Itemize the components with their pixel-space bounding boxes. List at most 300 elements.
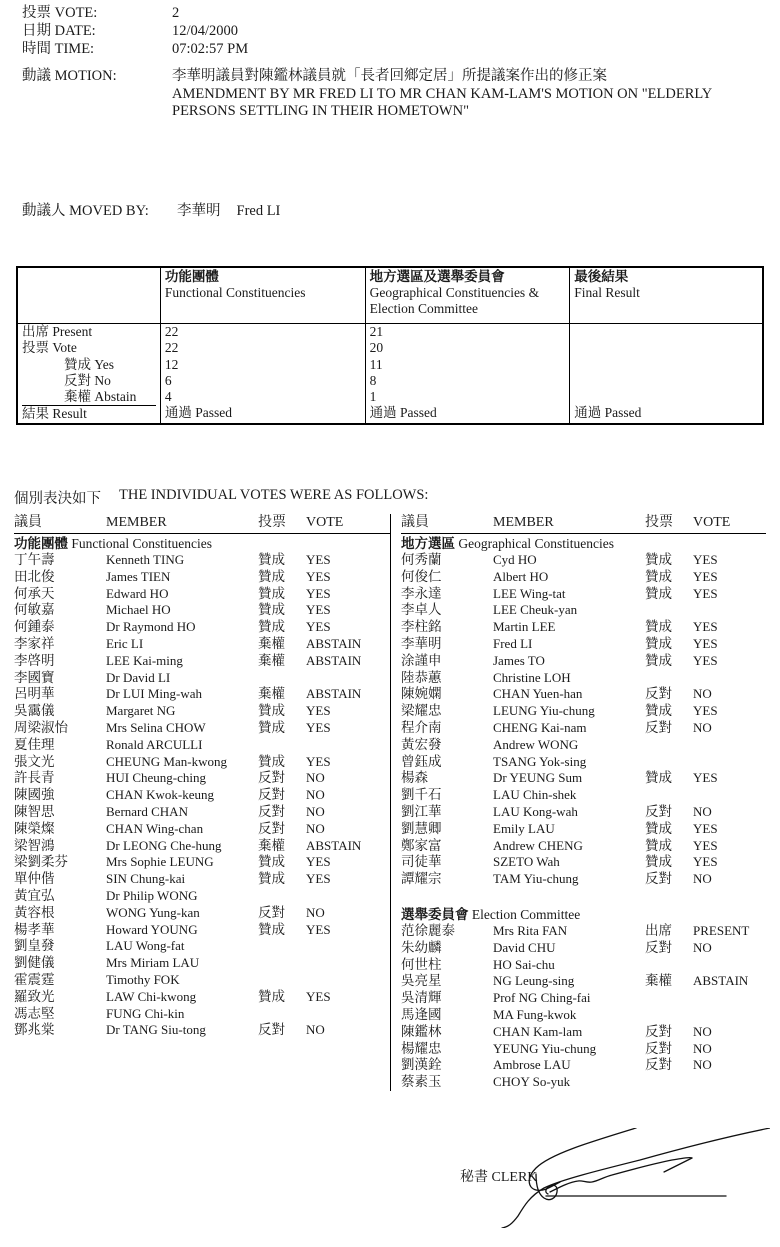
vote-section-title-en: Election Committee xyxy=(468,906,581,922)
member-name-zh: 涂謹申 xyxy=(401,652,442,668)
member-name-en: CHAN Kam-lam xyxy=(493,1023,583,1039)
moved-by-label: 動議人 MOVED BY: xyxy=(22,203,149,219)
member-name-en: Dr Raymond HO xyxy=(106,619,196,635)
label-no: 反對 No xyxy=(64,372,111,388)
votes-left-sections xyxy=(14,534,390,1039)
label-abstain: 棄權 Abstain xyxy=(64,389,137,405)
vote-row xyxy=(401,586,766,603)
summary-header-geographical-en: Geographical Constituencies & Election Committee xyxy=(369,285,540,316)
vote-row xyxy=(401,1057,766,1074)
header-vote-zh: 投票 xyxy=(258,515,286,530)
member-name-en: MA Fung-kwok xyxy=(493,1006,577,1022)
member-name-en: LAW Chi-kwong xyxy=(106,988,197,1004)
final-result: 通過 Passed xyxy=(574,405,642,421)
member-name-en: YEUNG Yiu-chung xyxy=(493,1040,597,1056)
member-vote-en: NO xyxy=(693,719,712,735)
vote-row xyxy=(401,923,766,940)
final-abstain xyxy=(574,389,758,405)
member-name-en: LEE Wing-tat xyxy=(493,585,566,601)
vote-row xyxy=(401,653,766,670)
vote-row xyxy=(401,703,766,720)
individual-votes-heading xyxy=(14,487,428,508)
member-name-zh: 黃容根 xyxy=(14,904,55,920)
member-name-zh: 李啓明 xyxy=(14,652,55,668)
vote-section-title-en: Geographical Constituencies xyxy=(455,536,614,551)
vote-row xyxy=(401,957,766,974)
member-name-en: Fred LI xyxy=(493,635,533,651)
member-name-zh: 劉慧卿 xyxy=(401,820,442,836)
vote-row xyxy=(14,552,390,569)
member-name-en: WONG Yung-kan xyxy=(106,904,200,920)
member-vote-zh: 贊成 xyxy=(645,703,672,719)
vote-row xyxy=(14,636,390,653)
member-name-zh: 馮志堅 xyxy=(14,1005,55,1021)
member-name-en: Emily LAU xyxy=(493,820,555,836)
member-name-zh: 鄭家富 xyxy=(401,837,442,853)
label-vote: 投票 Vote xyxy=(22,340,77,356)
member-name-en: CHAN Kwok-keung xyxy=(106,787,214,803)
member-name-zh: 李永達 xyxy=(401,585,442,601)
member-vote-en: YES xyxy=(693,770,718,786)
member-name-zh: 陸恭蕙 xyxy=(401,669,442,685)
date-label: 日期 DATE: xyxy=(22,23,96,39)
header-vote-en: VOTE xyxy=(306,515,344,530)
member-vote-en: ABSTAIN xyxy=(306,837,362,853)
member-name-zh: 陳婉嫻 xyxy=(401,686,442,702)
member-name-en: Andrew CHENG xyxy=(493,837,583,853)
member-name-zh: 曾鈺成 xyxy=(401,753,442,769)
vote-row xyxy=(14,602,390,619)
vote-row xyxy=(14,686,390,703)
member-name-zh: 吳靄儀 xyxy=(14,703,55,719)
fc-yes: 12 xyxy=(164,356,179,372)
member-vote-zh xyxy=(258,737,306,754)
vote-row xyxy=(401,552,766,569)
member-name-zh: 梁耀忠 xyxy=(401,703,442,719)
member-vote-zh: 棄權 xyxy=(258,686,285,702)
member-vote-zh: 反對 xyxy=(645,1057,672,1073)
member-vote-en: NO xyxy=(693,1023,712,1039)
member-vote-zh: 贊成 xyxy=(645,552,672,567)
member-vote-en: NO xyxy=(693,1040,712,1056)
vote-row xyxy=(401,737,766,754)
member-vote-en xyxy=(306,972,390,989)
member-name-zh: 丁午壽 xyxy=(14,552,55,567)
member-vote-zh xyxy=(645,1074,693,1091)
member-name-zh: 張文光 xyxy=(14,753,55,769)
member-vote-zh: 贊成 xyxy=(645,837,672,853)
vote-row xyxy=(401,770,766,787)
member-vote-en: NO xyxy=(693,803,712,819)
member-name-en: Albert HO xyxy=(493,568,549,584)
votes-column-right-header xyxy=(401,514,766,534)
member-name-en: FUNG Chi-kin xyxy=(106,1005,185,1021)
member-name-en: Ronald ARCULLI xyxy=(106,736,203,752)
vote-section-title-zh: 功能團體 xyxy=(14,536,68,551)
member-vote-zh: 贊成 xyxy=(645,820,672,836)
member-vote-zh: 贊成 xyxy=(258,921,285,937)
member-vote-en: NO xyxy=(693,686,712,702)
member-name-zh: 呂明華 xyxy=(14,686,55,702)
member-name-en: Margaret NG xyxy=(106,703,176,719)
vote-section-title xyxy=(14,534,390,552)
member-vote-en xyxy=(306,1006,390,1023)
member-name-zh: 許長青 xyxy=(14,770,55,786)
member-vote-zh: 贊成 xyxy=(258,988,285,1004)
member-vote-zh: 贊成 xyxy=(258,871,285,887)
time-label: 時間 TIME: xyxy=(22,41,95,57)
vote-row xyxy=(401,838,766,855)
moved-by-name-english: Fred LI xyxy=(236,203,281,219)
member-vote-en xyxy=(306,888,390,905)
header-member-en: MEMBER xyxy=(493,515,554,530)
vote-row xyxy=(14,737,390,754)
member-name-en: HO Sai-chu xyxy=(493,956,555,972)
member-vote-zh xyxy=(258,670,306,687)
member-vote-en xyxy=(693,670,766,687)
gc-abstain: 1 xyxy=(369,389,377,405)
vote-row xyxy=(14,905,390,922)
label-yes: 贊成 Yes xyxy=(64,356,115,372)
member-name-en: CHAN Yuen-han xyxy=(493,686,583,702)
vote-row xyxy=(401,569,766,586)
votes-column-left-header xyxy=(14,514,390,534)
label-result: 結果 Result xyxy=(22,405,156,422)
member-name-en: LAU Chin-shek xyxy=(493,787,577,803)
member-vote-zh xyxy=(258,955,306,972)
member-vote-en: ABSTAIN xyxy=(306,686,362,702)
member-vote-en: YES xyxy=(693,703,718,719)
member-name-en: LAU Kong-wah xyxy=(493,803,578,819)
member-name-en: Edward HO xyxy=(106,585,169,601)
vote-row xyxy=(401,854,766,871)
member-name-en: Dr Philip WONG xyxy=(106,887,198,903)
member-vote-zh: 贊成 xyxy=(645,854,672,870)
summary-header-geographical xyxy=(365,267,570,324)
member-name-zh: 何敏嘉 xyxy=(14,602,55,618)
member-name-en: SZETO Wah xyxy=(493,854,560,870)
member-vote-en: YES xyxy=(306,871,331,887)
member-vote-zh: 反對 xyxy=(645,871,672,887)
member-vote-en: ABSTAIN xyxy=(306,635,362,651)
member-vote-en: YES xyxy=(306,552,331,567)
member-name-en: Michael HO xyxy=(106,602,171,618)
member-name-zh: 單仲偕 xyxy=(14,871,55,887)
fc-result: 通過 Passed xyxy=(164,405,233,421)
member-name-zh: 何承天 xyxy=(14,585,55,601)
vote-row xyxy=(14,821,390,838)
header-member-zh: 議員 xyxy=(401,515,429,530)
member-name-en: Timothy FOK xyxy=(106,971,180,987)
member-vote-zh xyxy=(645,990,693,1007)
summary-header-blank xyxy=(17,267,160,324)
member-vote-en: YES xyxy=(306,854,331,870)
member-name-en: Christine LOH xyxy=(493,669,571,685)
final-vote xyxy=(574,340,758,356)
member-name-en: SIN Chung-kai xyxy=(106,871,186,887)
vote-row xyxy=(14,938,390,955)
member-name-en: Eric LI xyxy=(106,635,144,651)
vote-value: 2 xyxy=(172,5,180,21)
member-name-zh: 田北俊 xyxy=(14,568,55,584)
summary-header-functional-zh: 功能團體 xyxy=(164,269,219,284)
summary-header-functional xyxy=(160,267,365,324)
member-vote-zh xyxy=(645,1007,693,1024)
member-name-zh: 何鍾泰 xyxy=(14,619,55,635)
fc-vote: 22 xyxy=(164,340,179,356)
member-vote-zh xyxy=(258,888,306,905)
vote-row xyxy=(14,1022,390,1039)
member-name-zh: 何秀蘭 xyxy=(401,552,442,567)
summary-functional-stack xyxy=(165,324,361,422)
member-vote-zh xyxy=(645,787,693,804)
member-vote-zh: 反對 xyxy=(258,770,285,786)
header-member-en: MEMBER xyxy=(106,515,167,530)
member-vote-zh: 反對 xyxy=(258,904,285,920)
vote-row xyxy=(14,972,390,989)
final-no xyxy=(574,373,758,389)
section-spacer xyxy=(401,888,766,905)
vote-row xyxy=(401,973,766,990)
meta-row-time xyxy=(22,40,762,58)
member-vote-zh: 棄權 xyxy=(258,652,285,668)
member-vote-en: YES xyxy=(693,619,718,635)
member-name-en: Dr TANG Siu-tong xyxy=(106,1022,206,1038)
member-name-zh: 鄧兆棠 xyxy=(14,1022,55,1038)
member-vote-zh: 贊成 xyxy=(645,635,672,651)
label-present: 出席 Present xyxy=(22,324,93,339)
member-vote-en: YES xyxy=(693,837,718,853)
member-vote-zh: 贊成 xyxy=(645,568,672,584)
document-meta xyxy=(22,4,762,58)
member-vote-zh: 棄權 xyxy=(258,635,285,651)
member-vote-en: YES xyxy=(306,568,331,584)
clerk-label: 秘書 CLERK xyxy=(460,1170,538,1185)
member-name-zh: 程介南 xyxy=(401,719,442,735)
motion-block xyxy=(22,68,767,121)
vote-row xyxy=(14,922,390,939)
votes-column-left xyxy=(14,514,390,1091)
member-name-zh: 梁智鴻 xyxy=(14,837,55,853)
summary-labels-cell xyxy=(17,324,160,424)
member-name-zh: 范徐麗泰 xyxy=(401,922,455,938)
vote-row xyxy=(401,602,766,619)
vote-row xyxy=(14,653,390,670)
moved-by-block xyxy=(22,202,280,220)
member-vote-zh: 贊成 xyxy=(258,585,285,601)
member-vote-en: NO xyxy=(306,770,325,786)
vote-row xyxy=(401,754,766,771)
member-name-zh: 馬逢國 xyxy=(401,1006,442,1022)
member-name-en: James TO xyxy=(493,652,545,668)
vote-row xyxy=(401,871,766,888)
member-vote-en: YES xyxy=(693,585,718,601)
individual-votes-heading-en: THE INDIVIDUAL VOTES WERE AS FOLLOWS: xyxy=(119,487,429,503)
member-name-en: HUI Cheung-ching xyxy=(106,770,207,786)
member-vote-en xyxy=(306,938,390,955)
vote-row xyxy=(14,1006,390,1023)
member-name-zh: 陳智思 xyxy=(14,803,55,819)
member-vote-en: NO xyxy=(306,820,325,836)
member-name-zh: 劉江華 xyxy=(401,803,442,819)
member-name-zh: 李柱銘 xyxy=(401,619,442,635)
member-name-en: CHAN Wing-chan xyxy=(106,820,204,836)
member-vote-en: NO xyxy=(306,787,325,803)
member-name-en: Mrs Sophie LEUNG xyxy=(106,854,214,870)
member-vote-en: YES xyxy=(693,854,718,870)
motion-text-chinese: 李華明議員對陳鑑林議員就「長者回鄉定居」所提議案作出的修正案 xyxy=(172,68,607,84)
member-name-zh: 楊耀忠 xyxy=(401,1040,442,1056)
header-member-zh: 議員 xyxy=(14,515,42,530)
member-name-zh: 陳國強 xyxy=(14,787,55,803)
member-vote-zh: 贊成 xyxy=(645,652,672,668)
vote-row xyxy=(14,619,390,636)
member-vote-zh: 反對 xyxy=(645,686,672,702)
member-name-en: CHENG Kai-nam xyxy=(493,719,587,735)
vote-row xyxy=(401,1007,766,1024)
votes-right-sections xyxy=(401,534,766,1091)
motion-label: 動議 MOTION: xyxy=(22,68,117,84)
individual-votes-lists xyxy=(14,514,766,1091)
vote-row xyxy=(401,821,766,838)
member-vote-zh: 贊成 xyxy=(258,854,285,870)
member-name-en: David CHU xyxy=(493,939,556,955)
member-name-zh: 李卓人 xyxy=(401,602,442,618)
meta-row-date xyxy=(22,22,762,40)
header-vote-en: VOTE xyxy=(693,515,731,530)
vote-row xyxy=(14,838,390,855)
member-vote-en: NO xyxy=(306,803,325,819)
member-vote-zh: 反對 xyxy=(645,719,672,735)
moved-by-name-chinese: 李華明 xyxy=(177,203,221,219)
member-name-zh: 梁劉柔芬 xyxy=(14,854,68,870)
member-vote-zh: 反對 xyxy=(258,787,285,803)
member-vote-en: ABSTAIN xyxy=(306,652,362,668)
vote-row xyxy=(401,686,766,703)
member-vote-zh: 反對 xyxy=(258,1022,285,1038)
member-vote-en xyxy=(306,670,390,687)
gc-yes: 11 xyxy=(369,356,383,372)
member-vote-en: NO xyxy=(693,939,712,955)
member-vote-zh xyxy=(645,754,693,771)
member-vote-zh xyxy=(645,737,693,754)
member-name-zh: 吳亮星 xyxy=(401,973,442,989)
summary-header-row xyxy=(17,267,763,324)
member-name-en: TSANG Yok-sing xyxy=(493,753,587,769)
member-name-zh: 楊孝華 xyxy=(14,921,55,937)
fc-abstain: 4 xyxy=(164,389,172,405)
vote-row xyxy=(14,754,390,771)
member-vote-zh xyxy=(258,1006,306,1023)
member-vote-en xyxy=(693,602,766,619)
vote-row xyxy=(401,940,766,957)
gc-result: 通過 Passed xyxy=(369,405,437,421)
member-vote-zh: 反對 xyxy=(645,1023,672,1039)
member-vote-zh: 贊成 xyxy=(645,585,672,601)
member-name-zh: 陳榮燦 xyxy=(14,820,55,836)
member-name-zh: 司徒華 xyxy=(401,854,442,870)
vote-summary-table xyxy=(16,266,764,425)
member-vote-en: YES xyxy=(306,921,331,937)
vote-row xyxy=(14,703,390,720)
member-name-zh: 劉千石 xyxy=(401,787,442,803)
member-name-en: NG Leung-sing xyxy=(493,973,575,989)
vote-row xyxy=(14,670,390,687)
member-name-en: Dr LUI Ming-wah xyxy=(106,686,203,702)
member-vote-zh: 贊成 xyxy=(645,619,672,635)
member-name-zh: 黃宏發 xyxy=(401,736,442,752)
summary-header-functional-en: Functional Constituencies xyxy=(164,285,306,300)
vote-row xyxy=(401,636,766,653)
summary-header-final-en: Final Result xyxy=(574,285,640,300)
member-vote-en: YES xyxy=(693,652,718,668)
motion-text xyxy=(172,68,767,121)
vote-section-title-zh: 地方選區 xyxy=(401,536,455,551)
member-vote-en: YES xyxy=(693,568,718,584)
member-vote-en: NO xyxy=(693,1057,712,1073)
member-vote-en xyxy=(693,754,766,771)
member-vote-en: NO xyxy=(306,904,325,920)
member-vote-en xyxy=(693,737,766,754)
member-name-zh: 何俊仁 xyxy=(401,568,442,584)
member-vote-zh: 棄權 xyxy=(645,973,672,989)
member-name-zh: 劉皇發 xyxy=(14,938,55,954)
member-vote-zh: 贊成 xyxy=(258,552,285,567)
member-vote-en: ABSTAIN xyxy=(693,973,749,989)
vote-row xyxy=(14,569,390,586)
member-vote-zh: 贊成 xyxy=(258,753,285,769)
vote-row xyxy=(14,989,390,1006)
member-name-en: Andrew WONG xyxy=(493,736,579,752)
member-name-zh: 陳鑑林 xyxy=(401,1023,442,1039)
vote-row xyxy=(14,787,390,804)
vote-row xyxy=(14,804,390,821)
member-name-en: Dr YEUNG Sum xyxy=(493,770,583,786)
member-vote-en: YES xyxy=(306,988,331,1004)
summary-header-geographical-zh: 地方選區及選舉委員會 xyxy=(369,269,505,284)
member-name-zh: 李國寶 xyxy=(14,669,55,685)
member-name-zh: 夏佳理 xyxy=(14,736,55,752)
vote-row xyxy=(14,854,390,871)
member-name-en: CHOY So-yuk xyxy=(493,1074,571,1090)
member-vote-en: YES xyxy=(306,753,331,769)
member-vote-zh: 反對 xyxy=(258,820,285,836)
member-vote-zh xyxy=(258,972,306,989)
vote-section-title xyxy=(401,905,766,923)
member-name-en: Prof NG Ching-fai xyxy=(493,990,591,1006)
member-vote-zh: 出席 xyxy=(645,922,672,938)
summary-functional-cell xyxy=(160,324,365,424)
vote-row xyxy=(401,990,766,1007)
member-name-en: Howard YOUNG xyxy=(106,921,198,937)
member-name-zh: 劉健儀 xyxy=(14,955,55,971)
final-yes xyxy=(574,357,758,373)
member-vote-zh: 贊成 xyxy=(258,719,285,735)
member-name-zh: 李家祥 xyxy=(14,635,55,651)
member-vote-en xyxy=(306,955,390,972)
member-name-zh: 羅致光 xyxy=(14,988,55,1004)
member-name-en: LAU Wong-fat xyxy=(106,938,185,954)
vote-section-title xyxy=(401,534,766,552)
member-name-zh: 朱幼麟 xyxy=(401,939,442,955)
member-name-zh: 吳清輝 xyxy=(401,990,442,1006)
member-name-en: LEUNG Yiu-chung xyxy=(493,703,595,719)
member-name-zh: 譚耀宗 xyxy=(401,871,442,887)
member-vote-zh: 反對 xyxy=(645,939,672,955)
vote-row xyxy=(14,586,390,603)
gc-present: 21 xyxy=(369,324,384,339)
vote-row xyxy=(401,670,766,687)
